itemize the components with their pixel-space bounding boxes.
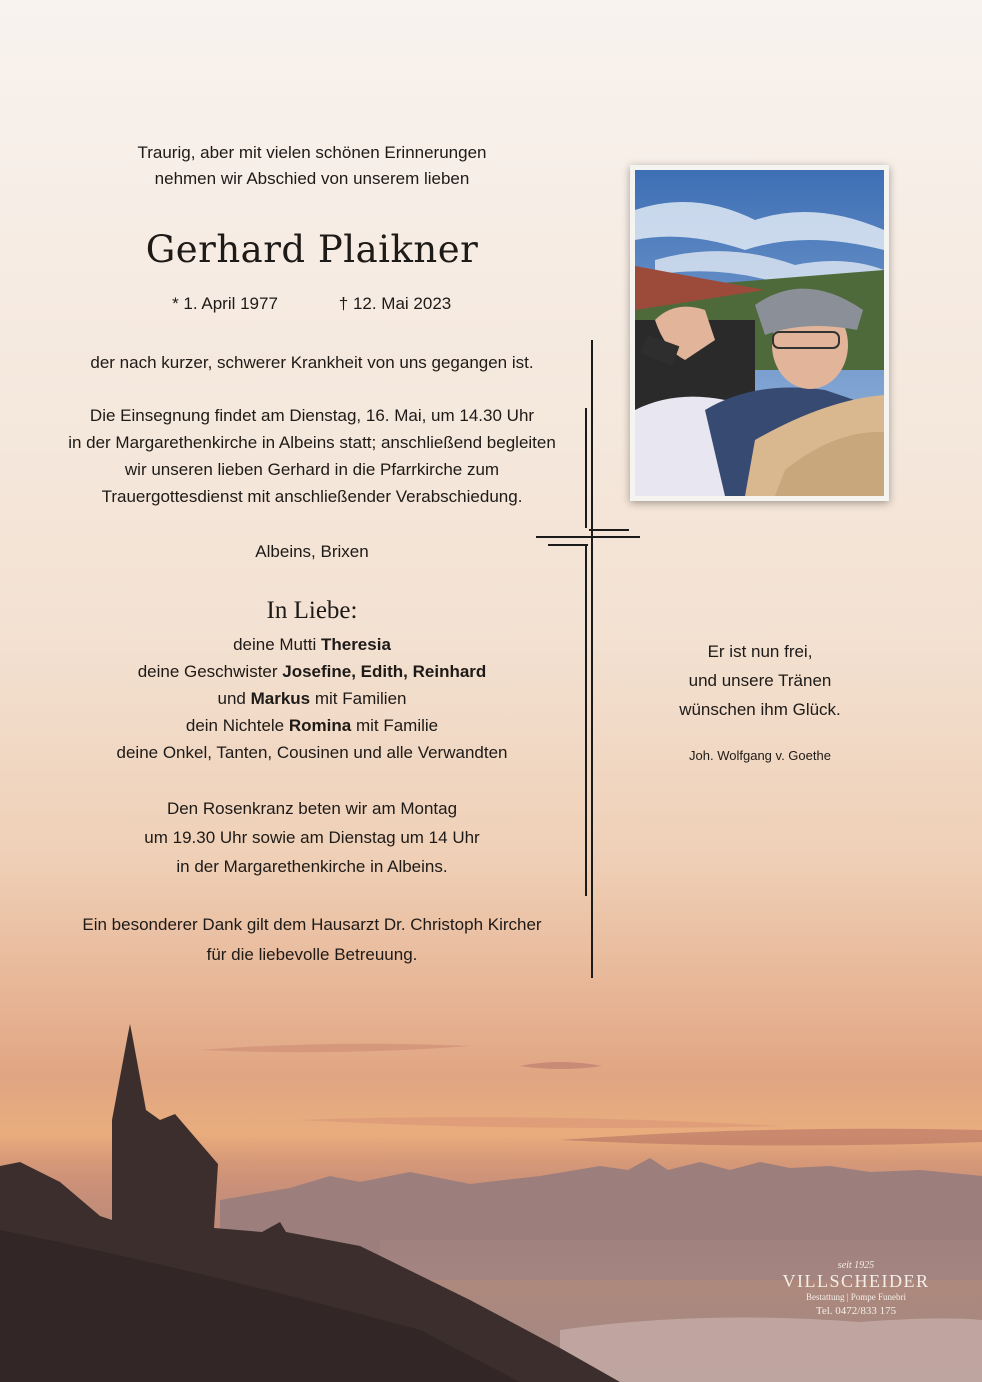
family-text: und	[217, 689, 251, 708]
rosary-line: in der Margarethenkirche in Albeins.	[176, 857, 448, 876]
logo-since: seit 1925	[837, 1260, 875, 1271]
quote-text	[640, 637, 880, 724]
place-text: Albeins, Brixen	[255, 542, 369, 561]
family-list	[62, 631, 562, 766]
death-date: † 12. Mai 2023	[338, 294, 452, 313]
cross-horizontal-line-upper	[589, 529, 629, 531]
family-name: Theresia	[320, 635, 391, 654]
family-name: Markus	[250, 689, 311, 708]
portrait-photo	[630, 165, 889, 501]
intro-text	[92, 140, 532, 192]
quote-author: Joh. Wolfgang v. Goethe	[689, 748, 831, 763]
cross-vertical-line-upper	[591, 340, 593, 540]
family-text: mit Familie	[351, 716, 439, 735]
quote-line: und unsere Tränen	[688, 671, 832, 690]
ceremony-line: wir unseren lieben Gerhard in die Pfarrkirche zum	[124, 460, 500, 479]
cross-vertical-line-lower-left	[585, 546, 587, 896]
cross-horizontal-line-long	[536, 536, 640, 538]
funeral-home-logo	[770, 1260, 942, 1319]
family-line	[62, 739, 562, 766]
rosary-text	[62, 794, 562, 881]
intro-line: Traurig, aber mit vielen schönen Erinnerungen	[137, 143, 487, 162]
cross-vertical-line-right	[585, 408, 587, 528]
intro-line: nehmen wir Abschied von unserem lieben	[154, 169, 470, 188]
thanks-line: für die liebevolle Betreuung.	[206, 945, 418, 964]
portrait-image	[635, 170, 884, 496]
cross-vertical-line-lower	[591, 532, 593, 978]
ceremony-text	[62, 402, 562, 510]
family-line	[62, 685, 562, 712]
logo-brand: VILLSCHEIDER	[782, 1271, 930, 1291]
family-text: dein Nichtele	[185, 716, 289, 735]
logo-subtitle: Bestattung | Pompe Funebri	[805, 1292, 907, 1302]
family-text: deine Mutti	[233, 635, 321, 654]
passed-text: der nach kurzer, schwerer Krankheit von uns gegangen ist.	[90, 353, 534, 372]
thanks-line: Ein besonderer Dank gilt dem Hausarzt Dr. Christoph Kircher	[82, 915, 542, 934]
family-text: mit Familien	[310, 689, 407, 708]
quote-line: Er ist nun frei,	[707, 642, 813, 661]
thanks-text	[62, 910, 562, 970]
logo-phone: Tel. 0472/833 175	[815, 1305, 897, 1317]
ceremony-line: Trauergottesdienst mit anschließender Verabschiedung.	[101, 487, 523, 506]
ceremony-line: in der Margarethenkirche in Albeins statt; anschließend begleiten	[68, 433, 556, 452]
ceremony-line: Die Einsegnung findet am Dienstag, 16. Mai, um 14.30 Uhr	[89, 406, 535, 425]
family-text: deine Geschwister	[137, 662, 283, 681]
family-line	[62, 712, 562, 739]
cross-horizontal-line-lower	[548, 544, 588, 546]
quote-line: wünschen ihm Glück.	[679, 700, 841, 719]
family-name: Romina	[288, 716, 352, 735]
birth-date: * 1. April 1977	[172, 294, 278, 313]
rosary-line: Den Rosenkranz beten wir am Montag	[166, 799, 458, 818]
family-line	[62, 631, 562, 658]
rosary-line: um 19.30 Uhr sowie am Dienstag um 14 Uhr	[144, 828, 480, 847]
family-line	[62, 658, 562, 685]
deceased-name: Gerhard Plaikner	[145, 228, 479, 271]
family-text: deine Onkel, Tanten, Cousinen und alle Verwandten	[116, 743, 508, 762]
family-name: Josefine, Edith, Reinhard	[282, 662, 487, 681]
love-title: In Liebe:	[266, 597, 358, 624]
